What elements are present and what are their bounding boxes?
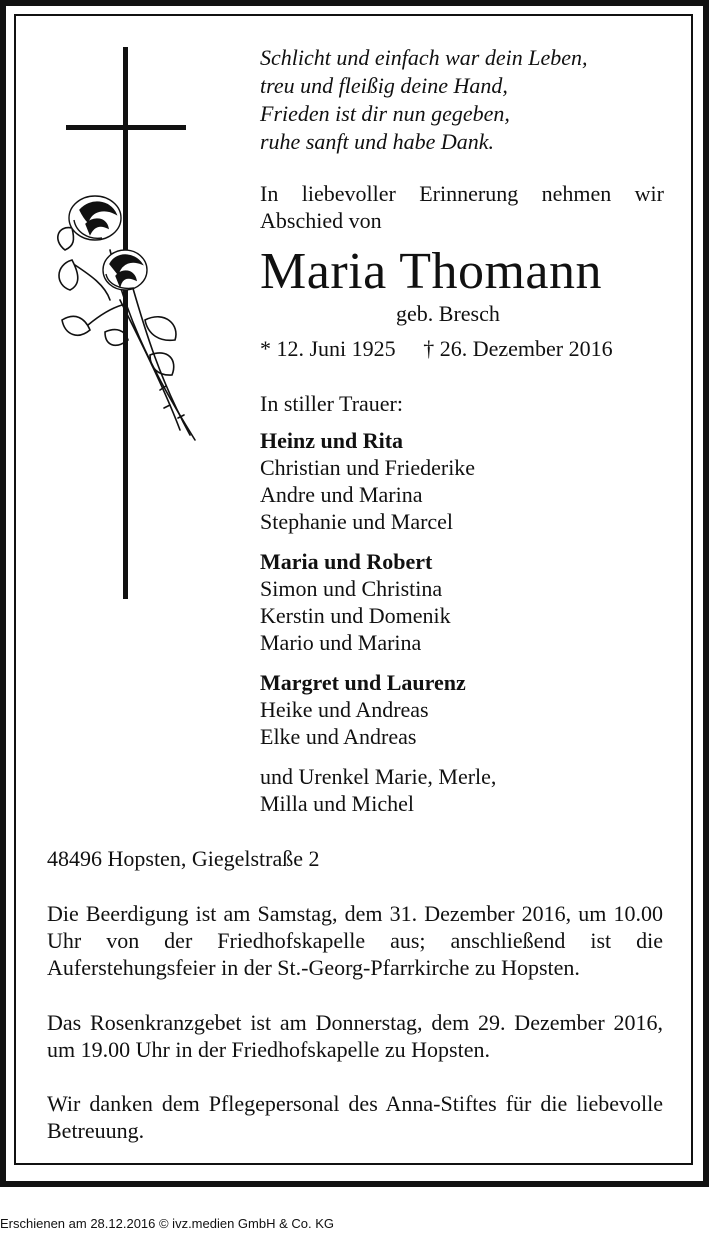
family-member: Stephanie und Marcel (260, 509, 454, 534)
funeral-text: Die Beerdigung ist am Samstag, dem 31. Dezember 2016, um 10.00 Uhr von der Friedhofskapelle aus; anschließend ist die Auferstehungsfeier in der St.-Georg-Pfarrkirche zu Hopsten. (47, 901, 663, 980)
family-group (260, 669, 664, 750)
great-grandchildren-line: Milla und Michel (260, 791, 414, 816)
family-head: Margret und Laurenz (260, 670, 466, 695)
great-grandchildren (260, 763, 664, 817)
poem-line: treu und fleißig deine Hand, (260, 73, 508, 98)
cross-bar (66, 125, 186, 130)
address: 48496 Hopsten, Giegelstraße 2 (47, 846, 320, 871)
family-group (260, 427, 664, 535)
family-member: Simon und Christina (260, 576, 443, 601)
deceased-name: Maria Thomann (260, 243, 603, 300)
intro-text: In liebevoller Erinnerung nehmen wir Abschied von (260, 181, 664, 233)
rose-icon (50, 190, 210, 450)
family-member: Heike und Andreas (260, 697, 429, 722)
mourning-label: In stiller Trauer: (260, 391, 403, 416)
family-head: Maria und Robert (260, 549, 433, 574)
great-grandchildren-line: und Urenkel Marie, Merle, (260, 764, 497, 789)
thanks-text: Wir danken dem Pflegepersonal des Anna-Stiftes für die liebevolle Betreuung. (47, 1091, 663, 1143)
death-date: † 26. Dezember 2016 (423, 336, 613, 361)
birth-date: * 12. Juni 1925 (260, 336, 396, 361)
publication-footer: Erschienen am 28.12.2016 © ivz.medien GmbH & Co. KG (0, 1216, 335, 1231)
family-member: Andre und Marina (260, 482, 423, 507)
family-member: Elke und Andreas (260, 724, 417, 749)
poem (260, 44, 664, 156)
maiden-name: geb. Bresch (396, 301, 500, 326)
life-dates (260, 335, 664, 363)
poem-line: Frieden ist dir nun gegeben, (260, 101, 510, 126)
poem-line: ruhe sanft und habe Dank. (260, 129, 495, 154)
family-group (260, 548, 664, 656)
family-member: Christian und Friederike (260, 455, 476, 480)
family-member: Mario und Marina (260, 630, 422, 655)
family-member: Kerstin und Domenik (260, 603, 451, 628)
family-head: Heinz und Rita (260, 428, 404, 453)
poem-line: Schlicht und einfach war dein Leben, (260, 45, 588, 70)
rosary-text: Das Rosenkranzgebet ist am Donnerstag, dem 29. Dezember 2016, um 19.00 Uhr in der Friedhofskapelle zu Hopsten. (47, 1010, 663, 1062)
